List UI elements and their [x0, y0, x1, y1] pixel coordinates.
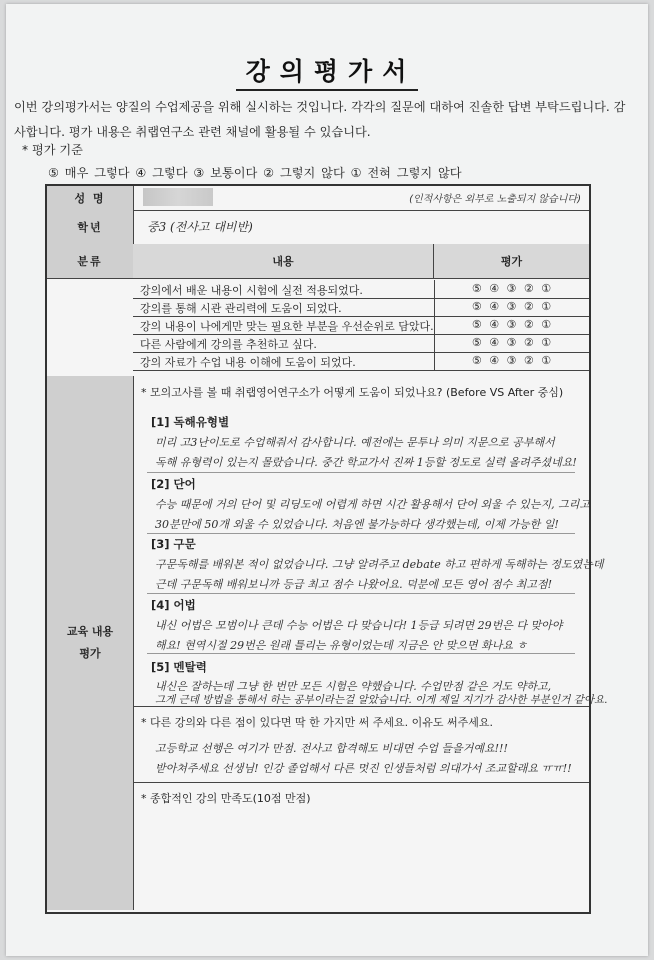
criteria-scale: ⑤ 매우 그렇다 ④ 그렇다 ③ 보통이다 ② 그렇지 않다 ① 전혀 그렇지 않다: [48, 166, 462, 180]
answer-line[interactable]: 30분만에 50개 외울 수 있었습니다. 처음엔 불가능하다 생각했는데, 이제 가능한 일!: [155, 518, 559, 531]
mock-exam-question: * 모의고사를 볼 때 취랩영어연구소가 어떻게 도움이 되었나요? (Before VS After 중심): [141, 386, 564, 399]
ruled-line: [147, 653, 575, 654]
answer-line[interactable]: 구문독해를 배워본 적이 없었습니다. 그냥 알려주고 debate 하고 편하게 독해하는 정도였는데: [155, 558, 604, 571]
answer-line[interactable]: 독해 유형력이 있는지 몰랐습니다. 중간 학교가서 진짜 1등할 정도로 실력 올려주셨네요!: [155, 456, 577, 469]
content-header: 내용: [133, 244, 434, 278]
section-heading: [1] 독해유형별: [151, 415, 230, 429]
category-header-row: [47, 244, 589, 279]
question-text: 강의를 통해 시관 관리력에 도움이 되었다.: [140, 302, 342, 315]
section-heading: [2] 단어: [151, 477, 196, 491]
answer-line[interactable]: 근데 구문독해 배워보니까 등급 최고 점수 나왔어요. 덕분에 모든 영어 점수 최고점!: [155, 578, 553, 591]
rating-options[interactable]: ⑤ ④ ③ ② ①: [434, 298, 590, 316]
difference-section: [133, 706, 589, 783]
overall-question: * 종합적인 강의 만족도(10점 만점): [141, 792, 311, 805]
question-text: 강의 자료가 수업 내용 이해에 도움이 되었다.: [140, 356, 356, 369]
answer-line[interactable]: 미리 고3난이도로 수업해줘서 감사합니다. 예전에는 문투나 의미 지문으로 공부해서: [155, 436, 555, 449]
evaluation-form: [45, 184, 608, 914]
grade-value[interactable]: 중3 (전사고 대비반): [147, 220, 253, 234]
section-heading: [4] 어법: [151, 598, 196, 612]
overall-satisfaction-section: [133, 782, 589, 910]
question-row: [133, 298, 589, 317]
education-eval-label: [47, 376, 134, 910]
question-text: 다른 사람에게 강의를 추천하고 싶다.: [140, 338, 317, 351]
eval-label-line2: 평가: [79, 647, 101, 660]
grade-row: [47, 210, 589, 245]
answer-line[interactable]: 그게 근데 방법을 통해서 하는 공부이라는걸 알았습니다. 이게 제일 지기가 감사한 부분인거 같아요.: [155, 694, 608, 706]
answer-line[interactable]: 고등학교 선행은 여기가 만점. 전사고 합격해도 비대면 수업 들을거예요!!!: [155, 742, 508, 755]
rating-header: 평가: [434, 244, 589, 278]
ruled-line: [147, 593, 575, 594]
privacy-note: (인적사항은 외부로 노출되지 않습니다): [409, 194, 581, 205]
eval-label-line1: 교육 내용: [66, 625, 114, 638]
ruled-line: [147, 533, 575, 534]
answer-line[interactable]: 내신은 잘하는데 그냥 한 번만 모든 시험은 약했습니다. 수업만점 같은 거도 약하고,: [155, 680, 552, 693]
rating-options[interactable]: ⑤ ④ ③ ② ①: [434, 334, 590, 352]
difference-question: * 다른 강의와 다른 점이 있다면 딱 한 가지만 써 주세요. 이유도 써주세요.: [141, 716, 493, 729]
category-label: 분류: [47, 244, 134, 278]
ruled-line: [147, 472, 575, 473]
mock-exam-section: [133, 376, 608, 707]
section-heading: [3] 구문: [151, 537, 196, 551]
question-text: 강의에서 배운 내용이 시험에 실전 적용되었다.: [140, 284, 363, 297]
rating-options[interactable]: ⑤ ④ ③ ② ①: [434, 316, 590, 334]
question-row: [133, 316, 589, 335]
question-text: 강의 내용이 나에게만 맞는 필요한 부분을 우선순위로 담았다.: [140, 320, 434, 333]
answer-line[interactable]: 해요! 현역시절 29번은 원래 틀리는 유형이었는데 지금은 안 맞으면 화나요 ㅎ: [155, 639, 528, 652]
question-row: [133, 334, 589, 353]
rating-options[interactable]: ⑤ ④ ③ ② ①: [434, 280, 590, 298]
grade-label: 학년: [47, 210, 134, 244]
answer-line[interactable]: 받아쳐주세요 선생님! 인강 졸업해서 다른 멋진 인생들처럼 의대가서 조교할래요 ㅠㅠ!!: [155, 762, 572, 775]
answer-line[interactable]: 내신 어법은 모범이나 큰데 수능 어법은 다 맞습니다! 1등급 되려면 29번은 다 맞아야: [155, 619, 563, 632]
question-row: [133, 280, 589, 299]
name-label: 성 명: [47, 186, 134, 210]
criteria-heading: * 평가 기준: [22, 143, 83, 157]
section-heading: [5] 멘탈력: [151, 660, 207, 674]
name-row: [47, 186, 589, 211]
rating-options[interactable]: ⑤ ④ ③ ② ①: [434, 352, 590, 370]
document-title: 강의평가서: [0, 52, 654, 88]
name-redacted: [143, 188, 213, 206]
answer-line[interactable]: 수능 때문에 거의 단어 및 리딩도에 어렵게 하면 시간 활용해서 단어 외울 수 있는지, 그리고: [155, 498, 590, 511]
question-row: [133, 352, 589, 371]
intro-text: 이번 강의평가서는 양질의 수업제공을 위해 실시하는 것입니다. 각각의 질문에 대하여 진솔한 답변 부탁드립니다. 감사합니다. 평가 내용은 취랩연구소 관련 채널에 활용될 수 있습니다.: [14, 100, 626, 139]
